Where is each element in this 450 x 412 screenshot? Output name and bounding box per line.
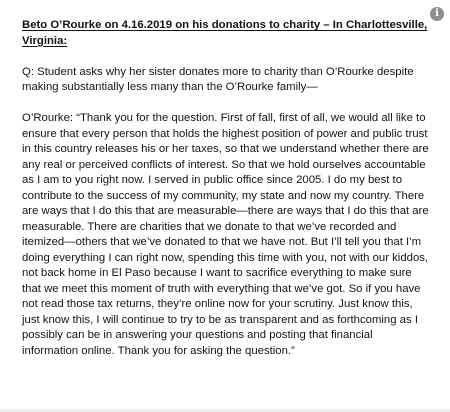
- document-heading: Beto O’Rourke on 4.16.2019 on his donations to charity – In Charlottesville, Virginia:: [22, 19, 428, 47]
- answer-paragraph: O’Rourke: “Thank you for the question. First of fall, first of all, we would all like to ensure that every person that holds the highest position of power and public trust in this country releases his or her taxes, so that we understand whether there are any real or perceived conflicts of interest. So that we hold ourselves accountable as I am to you right now. I served in public office since 2005. I do my best to contribute to the success of my community, my state and now my country. There are ways that I do this that are measurable—there are ways that I do this that are measurable. There are charities that we donate to that we’ve recorded and itemized—others that we’ve donated to that we have not. But I’ll tell you that I’m doing everything I can right now, spending this time with you, not with our kiddos, not back home in El Paso because I want to sacrifice everything to make sure that we meet this moment of truth with everything that we’ve got. So if you have not read those tax returns, they’re online now for your scrutiny. Just know this, just know this, I will continue to try to be as transparent and as forthcoming as I possibly can be in answering your questions and posting that financial information online. Thank you for asking the question.”: [22, 112, 429, 357]
- info-icon[interactable]: i: [430, 7, 444, 21]
- question-paragraph: Q: Student asks why her sister donates more to charity than O’Rourke despite making substantially less many than the O’Rourke family—: [22, 65, 414, 93]
- document-body: [22, 18, 430, 359]
